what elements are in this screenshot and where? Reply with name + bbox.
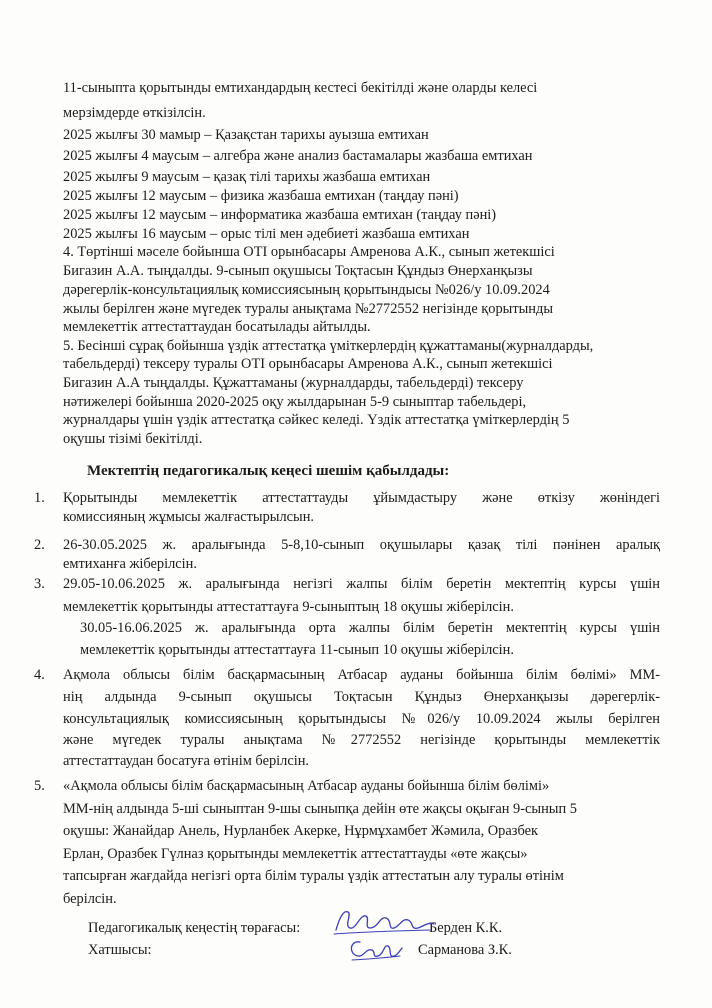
item-5-text: журналдары үшін үздік аттестатқа сәйкес келеді. Үздік аттестатқа үміткерлердің 5 xyxy=(63,412,570,428)
secretary-title: Хатшысы: xyxy=(88,942,152,958)
decision-line: консультациялық комиссиясының қорытындысы №026/у 10.09.2024 жылы берілген xyxy=(63,711,660,727)
decision-line: берілсін. xyxy=(63,891,117,907)
decision-line: мемлекеттік қорытынды аттестаттауға 11-сынып 10 оқушы жіберілсін. xyxy=(80,642,514,658)
chair-name: Берден К.К. xyxy=(429,920,503,936)
item-4-text: мемлекеттік аттестаттаудан босатылады айтылды. xyxy=(63,319,371,335)
exam-schedule-line: 2025 жылғы 12 маусым – физика жазбаша емтихан (таңдау пәні) xyxy=(63,188,459,204)
decision-line: мемлекеттік қорытынды аттестаттауға 9-сыныптың 18 оқушы жіберілсін. xyxy=(63,599,514,615)
decision-line: «Ақмола облысы білім басқармасының Атбасар ауданы бойынша білім бөлімі» xyxy=(63,778,550,794)
exam-schedule-line: 2025 жылғы 30 мамыр – Қазақстан тарихы ауызша емтихан xyxy=(63,127,429,143)
item-5-text: Бигазин А.А тыңдалды. Құжаттаманы (журналдарды, табельдерді) тексеру xyxy=(63,375,524,391)
decision-line: Ақмола облысы білім басқармасының Атбасар ауданы бойынша білім бөлімі» ММ- xyxy=(63,667,660,683)
decision-number: 5. xyxy=(34,778,45,794)
decision-line: оқушы: Жанайдар Анель, Нурланбек Акерке, Нұрмұхамбет Жәмила, Оразбек xyxy=(63,823,538,839)
decision-line: аттестаттаудан босатуға өтінім берілсін. xyxy=(63,753,310,769)
item-4-text: Бигазин А.А. тыңдалды. 9-сынып оқушысы Тоқтасын Құндыз Өнерханқызы xyxy=(63,263,533,279)
decision-heading: Мектептің педагогикалық кеңесі шешім қабылдады: xyxy=(87,463,450,479)
decision-line: емтиханға жіберілсін. xyxy=(63,556,197,572)
intro-line: 11-сыныпта қорытынды емтихандардың кестесі бекітілді және оларды келесі xyxy=(63,80,538,96)
item-4-text: жылы берілген және мүгедек туралы анықтама №2772552 негізінде қорытынды xyxy=(63,301,553,317)
item-5-text: табельдерді) тексеру туралы ОТІ орынбасары Амренова А.К., сынып жетекшісі xyxy=(63,356,553,372)
decision-line: ММ-нің алдында 5-ші сыныптан 9-шы сыныпқа дейін өте жақсы оқыған 9-сынып 5 xyxy=(63,801,577,817)
decision-line: 30.05-16.06.2025 ж. аралығында орта жалпы білім беретін мектептің курсы үшін xyxy=(80,620,660,636)
decision-line: нің алдында 9-сынып оқушысы Тоқтасын Құндыз Өнерханқызы дәрегерлік- xyxy=(63,689,660,705)
decision-number: 2. xyxy=(34,537,45,553)
exam-schedule-line: 2025 жылғы 12 маусым – информатика жазбаша емтихан (таңдау пәні) xyxy=(63,207,497,223)
decision-number: 1. xyxy=(34,490,45,506)
decision-line: комиссияның жұмысы жалғастырылсын. xyxy=(63,509,314,525)
decision-line: және мүгедек туралы анықтама №2772552 негізінде қорытынды мемлекеттік xyxy=(63,732,660,748)
item-5-text: нәтижелері бойынша 2020-2025 оқу жылдарынан 5-9 сыныптар табельдері, xyxy=(63,394,527,410)
secretary-name: Сарманова З.К. xyxy=(418,942,512,958)
item-4-text: 4. Төртінші мәселе бойынша ОТІ орынбасары Амренова А.К., сынып жетекшісі xyxy=(63,244,555,260)
item-5-text: оқушы тізімі бекітілді. xyxy=(63,431,203,447)
decision-line: Қорытынды мемлекеттік аттестаттауды ұйымдастыру және өткізу жөніндегі xyxy=(63,490,660,506)
decision-line: Ерлан, Оразбек Гүлназ қорытынды мемлекеттік аттестаттауды «өте жақсы» xyxy=(63,846,528,862)
decision-number: 3. xyxy=(34,576,45,592)
exam-schedule-line: 2025 жылғы 16 маусым – орыс тілі мен әдебиеті жазбаша емтихан xyxy=(63,226,470,242)
intro-line: мерзімдерде өткізілсін. xyxy=(63,105,206,121)
item-5-text: 5. Бесінші сұрақ бойынша үздік аттестатқа үміткерлердің құжаттаманы(журналдарды, xyxy=(63,338,594,354)
decision-line: тапсырған жағдайда негізгі орта білім туралы үздік аттестатын алу туралы өтінім xyxy=(63,868,564,884)
exam-schedule-line: 2025 жылғы 9 маусым – қазақ тілі тарихы жазбаша емтихан xyxy=(63,169,431,185)
item-4-text: дәрегерлік-консультациялық комиссиясының қорытындысы №026/у 10.09.2024 xyxy=(63,282,550,298)
chair-signature xyxy=(330,904,440,938)
chair-title: Педагогикалық кеңестің төрағасы: xyxy=(88,920,301,936)
decision-line: 29.05-10.06.2025 ж. аралығында негізгі жалпы білім беретін мектептің курсы үшін xyxy=(63,576,660,592)
decision-number: 4. xyxy=(34,667,45,683)
exam-schedule-line: 2025 жылғы 4 маусым – алгебра және анализ бастамалары жазбаша емтихан xyxy=(63,148,533,164)
secretary-signature xyxy=(344,934,404,964)
decision-line: 26-30.05.2025 ж. аралығында 5-8,10-сынып оқушылары қазақ тілі пәнінен аралық xyxy=(63,537,660,553)
